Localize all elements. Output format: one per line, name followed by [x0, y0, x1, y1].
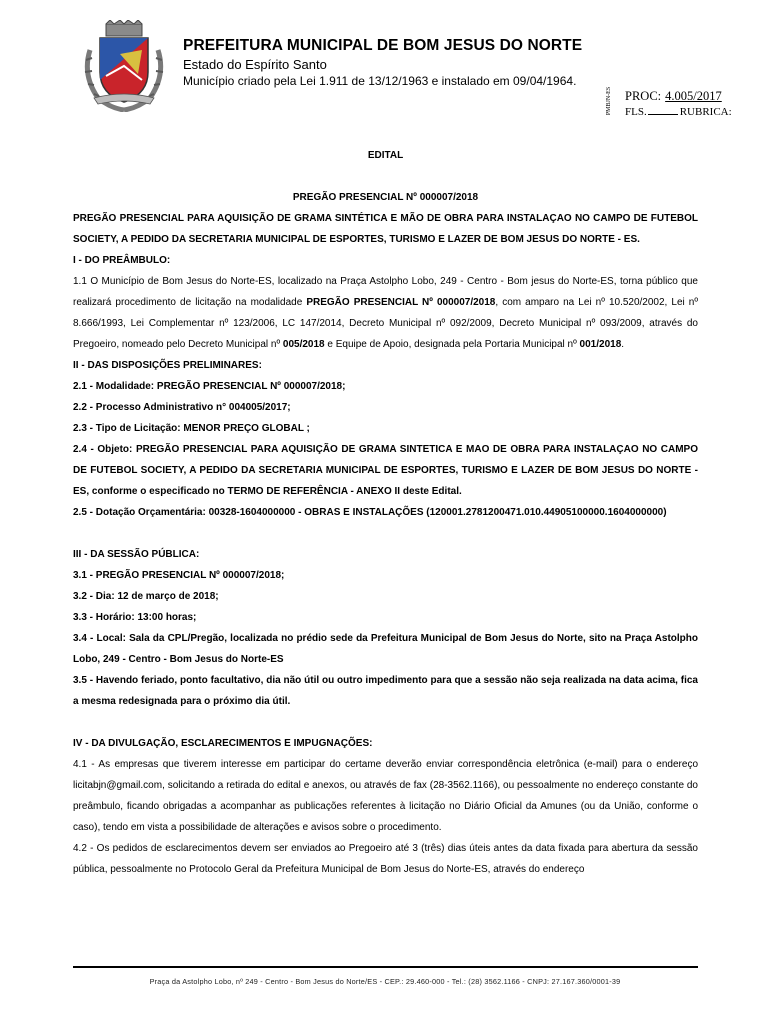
- section-title: II - DAS DISPOSIÇÕES PRELIMINARES:: [73, 360, 262, 371]
- spacer: [73, 523, 698, 544]
- spacer: [73, 712, 698, 733]
- page-title: PREFEITURA MUNICIPAL DE BOM JESUS DO NORTE: [183, 37, 583, 54]
- preamble-bold: 001/2018: [579, 339, 622, 350]
- document-heading: EDITAL: [367, 150, 404, 161]
- spacer: [73, 166, 698, 187]
- municipal-crest-icon: [76, 20, 172, 112]
- proc-value: 4.005/2017: [665, 89, 722, 103]
- object-title: PREGÃO PRESENCIAL PARA AQUISIÇÃO DE GRAMA SINTÉTICA E MÃO DE OBRA PARA INSTALAÇAO NO CAMPO DE FUTEBOL SOCIETY, A PEDIDO DA SECRETARIA MUNICIPAL DE ESPORTES, TURISMO E LAZER DE BOM JESUS DO NORTE - ES.: [73, 213, 698, 245]
- fls-stamp: [625, 106, 732, 118]
- list-item: 3.1 - PREGÃO PRESENCIAL Nº 000007/2018;: [73, 570, 285, 581]
- fls-blank-line: [648, 106, 678, 115]
- preamble-bold: PREGÃO PRESENCIAL Nº 000007/2018: [306, 297, 496, 308]
- preamble-bold: 005/2018: [282, 339, 325, 350]
- founding-note: Município criado pela Lei 1.911 de 13/12/1963 e instalado em 09/04/1964.: [183, 74, 577, 88]
- section-title: IV - DA DIVULGAÇÃO, ESCLARECIMENTOS E IMPUGNAÇÕES:: [73, 738, 373, 749]
- list-item: 3.2 - Dia: 12 de março de 2018;: [73, 591, 219, 602]
- side-stamp-text: PMBJN-ES: [606, 86, 613, 116]
- document-header: [0, 0, 770, 140]
- list-item: 2.5 - Dotação Orçamentária: 00328-1604000000 - OBRAS E INSTALAÇÕES (120001.2781200471.010.44905100000.1604000000): [73, 507, 667, 518]
- preamble-text: , com amparo na Lei nº 10.520/2002, Lei nº 8.666/1993, Lei Complementar nº 123/2006, LC 147/2014, Decreto Municipal nº 092/2009, Decreto Municipal nº 093/2009, através do Pregoeiro, nomeado pelo Decreto Municipal nº: [73, 297, 698, 350]
- document-subheading: PREGÃO PRESENCIAL Nº 000007/2018: [292, 192, 479, 203]
- side-stamp: [607, 86, 617, 118]
- paragraph: 4.1 - As empresas que tiverem interesse em participar do certame deverão enviar correspondência eletrônica (e-mail) para o endereço licitabjn@gmail.com, solicitando a retirada do edital e anexos, ou através de fax (28-3562.1166), ou pessoalmente no endereço constante do preâmbulo, ficando obrigadas a acompanhar as publicações referentes à licitação no Diário Oficial da Amunes (ou da União, conforme o caso), tendo em vista a possibilidade de alterações e avisos sobre o procedimento.: [73, 759, 698, 833]
- section-title: I - DO PREÂMBULO:: [73, 255, 171, 266]
- list-item: 3.5 - Havendo feriado, ponto facultativo, dia não útil ou outro impedimento para que a sessão não seja realizada na data acima, fica a mesma redesignada para o próximo dia útil.: [73, 675, 698, 707]
- preamble-text: e Equipe de Apoio, designada pela Portaria Municipal nº: [324, 339, 580, 350]
- proc-stamp: [625, 89, 722, 104]
- paragraph: 4.2 - Os pedidos de esclarecimentos devem ser enviados ao Pregoeiro até 3 (três) dias úteis antes da data fixada para abertura da sessão pública, pessoalmente no Protocolo Geral da Prefeitura Municipal de Bom Jesus do Norte-ES, através do endereço: [73, 843, 698, 875]
- list-item: 2.3 - Tipo de Licitação: MENOR PREÇO GLOBAL ;: [73, 423, 310, 434]
- document-body: [73, 145, 698, 880]
- preamble-text: 1.1 O Município de Bom Jesus do Norte-ES, localizado na Praça Astolpho Lobo, 249 - Centro - Bom jesus do Norte-ES, torna público que realizará procedimento de licitação na modalidade: [73, 276, 698, 308]
- list-item: 3.4 - Local: Sala da CPL/Pregão, localizada no prédio sede da Prefeitura Municipal de Bom Jesus do Norte, sito na Praça Astolpho Lobo, 249 - Centro - Bom Jesus do Norte-ES: [73, 633, 698, 665]
- list-item: 2.1 - Modalidade: PREGÃO PRESENCIAL Nº 000007/2018;: [73, 381, 346, 392]
- list-item: 3.3 - Horário: 13:00 horas;: [73, 612, 197, 623]
- footer-divider: [73, 966, 698, 968]
- footer-address: Praça da Astolpho Lobo, nº 249 - Centro - Bom Jesus do Norte/ES - CEP.: 29.460-000 - Tel.: (28) 3562.1166 - CNPJ: 27.167.360/0001-39: [149, 977, 621, 986]
- fls-label: FLS.: [625, 106, 647, 118]
- section-title: III - DA SESSÃO PÚBLICA:: [73, 549, 200, 560]
- rubrica-label: RUBRICA:: [679, 106, 732, 118]
- list-item: 2.2 - Processo Administrativo n° 004005/2017;: [73, 402, 291, 413]
- list-item: 2.4 - Objeto: PREGÃO PRESENCIAL PARA AQUISIÇÃO DE GRAMA SINTETICA E MAO DE OBRA PARA INSTALAÇAO NO CAMPO DE FUTEBOL SOCIETY, A PEDIDO DA SECRETARIA MUNICIPAL DE ESPORTES, TURISMO E LAZER DE BOM JESUS DO NORTE - ES, conforme o especificado no TERMO DE REFERÊNCIA - ANEXO II deste Edital.: [73, 444, 698, 497]
- state-subtitle: Estado do Espírito Santo: [183, 57, 327, 72]
- preamble-text: .: [621, 339, 625, 350]
- proc-label: PROC:: [625, 89, 662, 103]
- preamble-paragraph: [73, 271, 698, 355]
